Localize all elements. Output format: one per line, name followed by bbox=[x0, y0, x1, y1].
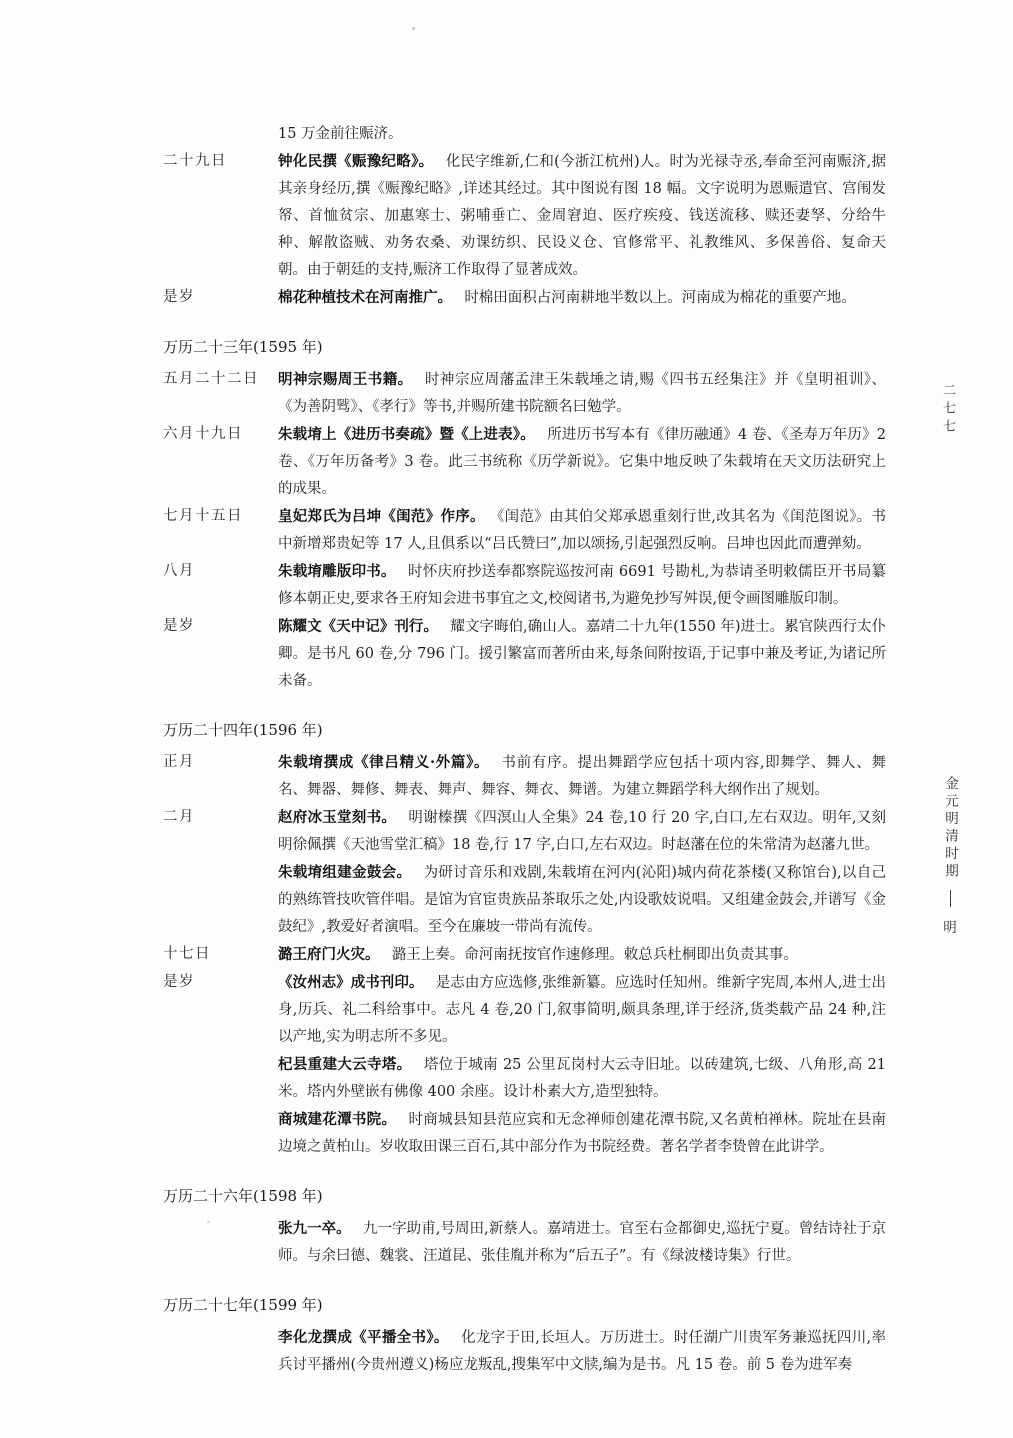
entry-text: 时棉田面积占河南耕地半数以上。河南成为棉花的重要产地。 bbox=[464, 290, 856, 306]
entry-text: 时神宗应周藩孟津王朱载埵之请,赐《四书五经集注》并《皇明祖训》、《为善阴骘》、《孝行》等书,并赐所建书院额名曰勉学。 bbox=[278, 372, 886, 415]
entry-title: 《汝州志》成书刊印。 bbox=[278, 974, 424, 991]
entry-date: 五月二十二日 bbox=[163, 371, 259, 387]
entry-title: 陈耀文《天中记》刊行。 bbox=[278, 618, 438, 635]
entry-text: 时商城县知县范应宾和无念禅师创建花潭书院,又名黄柏禅林。院址在县南边境之黄柏山。岁收取田课三百石,其中部分作为书院经费。著名学者李贽曾在此讲学。 bbox=[278, 1112, 886, 1155]
entry-text: 耀文字晦伯,确山人。嘉靖二十九年(1550 年)进士。累官陕西行太仆卿。是书凡 60 卷,分 796 门。援引繁富而著所由来,每条间附按语,于记事中兼及考证,为诸记所未备。 bbox=[278, 619, 887, 689]
entry-date: 六月十九日 bbox=[163, 426, 243, 442]
chronicle-entry bbox=[163, 1051, 886, 1106]
entry-date: 是岁 bbox=[163, 618, 195, 634]
entry-body bbox=[278, 969, 886, 1051]
entry-title: 朱载堉组建金鼓会。 bbox=[278, 864, 412, 881]
entry-date: 是岁 bbox=[163, 974, 195, 990]
entry-body bbox=[278, 421, 886, 503]
entry-title: 杞县重建大云寺塔。 bbox=[278, 1056, 412, 1073]
entry-body bbox=[278, 148, 886, 284]
chronicle-entry bbox=[163, 284, 886, 312]
entry-date: 二十九日 bbox=[163, 153, 227, 169]
entry-title: 钟化民撰《赈豫纪略》。 bbox=[278, 153, 434, 170]
side-period-label: 金元明清时期 bbox=[942, 776, 958, 881]
entry-body bbox=[278, 558, 886, 613]
year-header: 万历二十七年(1599 年) bbox=[163, 1296, 323, 1314]
entry-body bbox=[278, 1051, 886, 1106]
entry-text: 书前有序。提出舞蹈学应包括十项内容,即舞学、舞人、舞名、舞器、舞修、舞表、舞声、舞容、舞衣、舞谱。为建立舞蹈学科大纲作出了规划。 bbox=[278, 755, 887, 798]
entry-title: 朱载堉撰成《律吕精义·外篇》。 bbox=[278, 754, 490, 771]
entry-text: 时怀庆府抄送奉都察院巡按河南 6691 号勘札,为恭请圣明敕儒臣开书局纂修本朝正史,要求各王府知会进书事宜之文,校阅诸书,为避免抄写舛误,便令画图雕版印制。 bbox=[278, 564, 886, 607]
chronicle-entry bbox=[163, 421, 886, 503]
page-number-vertical: 二七七 bbox=[940, 383, 955, 437]
entry-body bbox=[278, 804, 886, 859]
entry-body bbox=[278, 1324, 886, 1379]
entry-body bbox=[278, 613, 886, 695]
chronicle-entry bbox=[163, 941, 886, 969]
year-header: 万历二十六年(1598 年) bbox=[163, 1187, 323, 1205]
entry-body bbox=[278, 503, 886, 558]
entry-date bbox=[163, 121, 278, 148]
entry-text: 九一字助甫,号周田,新蔡人。嘉靖进士。官至右佥都御史,巡抚宁夏。曾结诗社于京师。与余曰德、魏裳、汪道昆、张佳胤并称为“后五子”。有《绿波楼诗集》行世。 bbox=[278, 1221, 887, 1264]
entry-date: 是岁 bbox=[163, 289, 195, 305]
entry-title: 商城建花潭书院。 bbox=[278, 1111, 397, 1128]
margin-side-label bbox=[940, 776, 960, 936]
entry-title: 张九一卒。 bbox=[278, 1220, 351, 1237]
entry-title: 潞王府门火灾。 bbox=[278, 946, 380, 963]
chronicle-entry bbox=[163, 366, 886, 421]
entry-text: 是志由方应选修,张维新纂。应选时任知州。维新字宪周,本州人,进士出身,历兵、礼二科给事中。志凡 4 卷,20 门,叙事简明,颇具条理,详于经济,货类载产品 24 种,注以产地,实为明志所不多见。 bbox=[278, 975, 887, 1045]
entry-date: 七月十五日 bbox=[163, 508, 243, 524]
entry-date: 十七日 bbox=[163, 946, 211, 962]
chronicle-content bbox=[163, 121, 886, 1379]
entry-text: 塔位于城南 25 公里瓦岗村大云寺旧址。以砖建筑,七级、八角形,高 21 米。塔内外壁嵌有佛像 400 余座。设计朴素大方,造型独特。 bbox=[278, 1057, 886, 1100]
entry-text: 15 万金前往赈济。 bbox=[278, 126, 403, 142]
entry-title: 皇妃郑氏为吕坤《闺范》作序。 bbox=[278, 508, 485, 525]
entry-date bbox=[163, 1324, 278, 1379]
chronicle-entry bbox=[163, 859, 886, 941]
year-header: 万历二十四年(1596 年) bbox=[163, 721, 323, 739]
entry-title: 朱载堉雕版印书。 bbox=[278, 563, 396, 580]
entry-text: 潞王上奏。命河南抚按官作速修理。敕总兵杜桐即出负责其事。 bbox=[391, 947, 798, 963]
entry-body bbox=[278, 749, 886, 804]
entry-date: 正月 bbox=[163, 754, 195, 770]
chronicle-entry bbox=[163, 503, 886, 558]
chronicle-entry bbox=[163, 969, 886, 1051]
entry-date bbox=[163, 1215, 278, 1270]
chronicle-entry bbox=[163, 613, 886, 695]
entry-title: 棉花种植技术在河南推广。 bbox=[278, 289, 452, 306]
entry-date: 八月 bbox=[163, 563, 195, 579]
chronicle-entry bbox=[163, 1324, 886, 1379]
continuation-fragment bbox=[163, 121, 886, 148]
entry-text: 所进历书写本有《律历融通》4 卷、《圣寿万年历》2 卷、《万年历备考》3 卷。此三书统称《历学新说》。它集中地反映了朱载堉在天文历法研究上的成果。 bbox=[278, 427, 887, 497]
entry-title: 赵府冰玉堂刻书。 bbox=[278, 809, 397, 826]
entry-date bbox=[163, 1051, 278, 1106]
chronicle-entry bbox=[163, 804, 886, 859]
entry-text: 《闺范》由其伯父郑承恩重刻行世,改其名为《闺范图说》。书中新增郑贵妃等 17 人,且俱系以“吕氏赞曰”,加以颂扬,引起强烈反响。吕坤也因此而遭弹劾。 bbox=[278, 509, 887, 552]
entry-title: 朱载堉上《进历书奏疏》暨《上进表》。 bbox=[278, 426, 535, 443]
chronicle-entry bbox=[163, 1215, 886, 1270]
entry-body bbox=[278, 284, 886, 312]
entry-text: 明谢榛撰《四溟山人全集》24 卷,10 行 20 字,白口,左右双边。明年,又刻明徐佩撰《天池雪堂汇稿》18 卷,行 17 字,白口,左右双边。时赵藩在位的朱常清为赵藩九世。 bbox=[278, 810, 886, 853]
year-header: 万历二十三年(1595 年) bbox=[163, 338, 323, 356]
side-dynasty-label: 明 bbox=[943, 920, 957, 936]
entry-body bbox=[278, 1215, 886, 1270]
entry-body bbox=[278, 1106, 886, 1161]
chronicle-entry bbox=[163, 749, 886, 804]
entry-body bbox=[278, 121, 886, 148]
chronicle-entry bbox=[163, 558, 886, 613]
entry-title: 李化龙撰成《平播全书》。 bbox=[278, 1329, 449, 1346]
entry-body bbox=[278, 859, 886, 941]
entry-date bbox=[163, 1106, 278, 1161]
entry-date bbox=[163, 859, 278, 941]
entry-body bbox=[278, 366, 886, 421]
chronicle-entry bbox=[163, 148, 886, 284]
chronicle-entry bbox=[163, 1106, 886, 1161]
scan-speck bbox=[412, 27, 415, 30]
entry-text: 为研讨音乐和戏剧,朱载堉在河内(沁阳)城内荷花茶楼(又称馆台),以自己的熟练管技吹管伴唱。是馆为官宦贵族品茶取乐之处,内设歌妓说唱。又组建金鼓会,并谱写《金鼓纪》,教爱好者演唱。至今在廉坡一带尚有流传。 bbox=[278, 865, 887, 935]
entry-date: 二月 bbox=[163, 809, 195, 825]
entry-body bbox=[278, 941, 886, 969]
scan-speck bbox=[207, 1221, 210, 1223]
entry-text: 化龙字于田,长垣人。万历进士。时任湖广川贵军务兼巡抚四川,率兵讨平播州(今贵州遵义)杨应龙叛乱,搜集军中文牍,编为是书。凡 15 卷。前 5 卷为进军奏 bbox=[278, 1330, 886, 1373]
entry-title: 明神宗赐周王书籍。 bbox=[278, 371, 413, 388]
side-label-dash bbox=[950, 890, 951, 907]
entry-text: 化民字维新,仁和(今浙江杭州)人。时为光禄寺丞,奉命至河南赈济,据其亲身经历,撰《赈豫纪略》,详述其经过。其中图说有图 18 幅。文字说明为恩赈遣官、宫闱发帑、首恤贫宗、加惠寒士、粥哺垂亡、金周窘迫、医疗疾疫、钱送流移、赎还妻孥、分给牛种、解散盗贼、劝务农桑、劝课纺织、民设义仓、官修常平、礼教维风、多保善俗、复命天朝。由于朝廷的支持,赈济工作取得了显著成效。 bbox=[278, 154, 887, 278]
